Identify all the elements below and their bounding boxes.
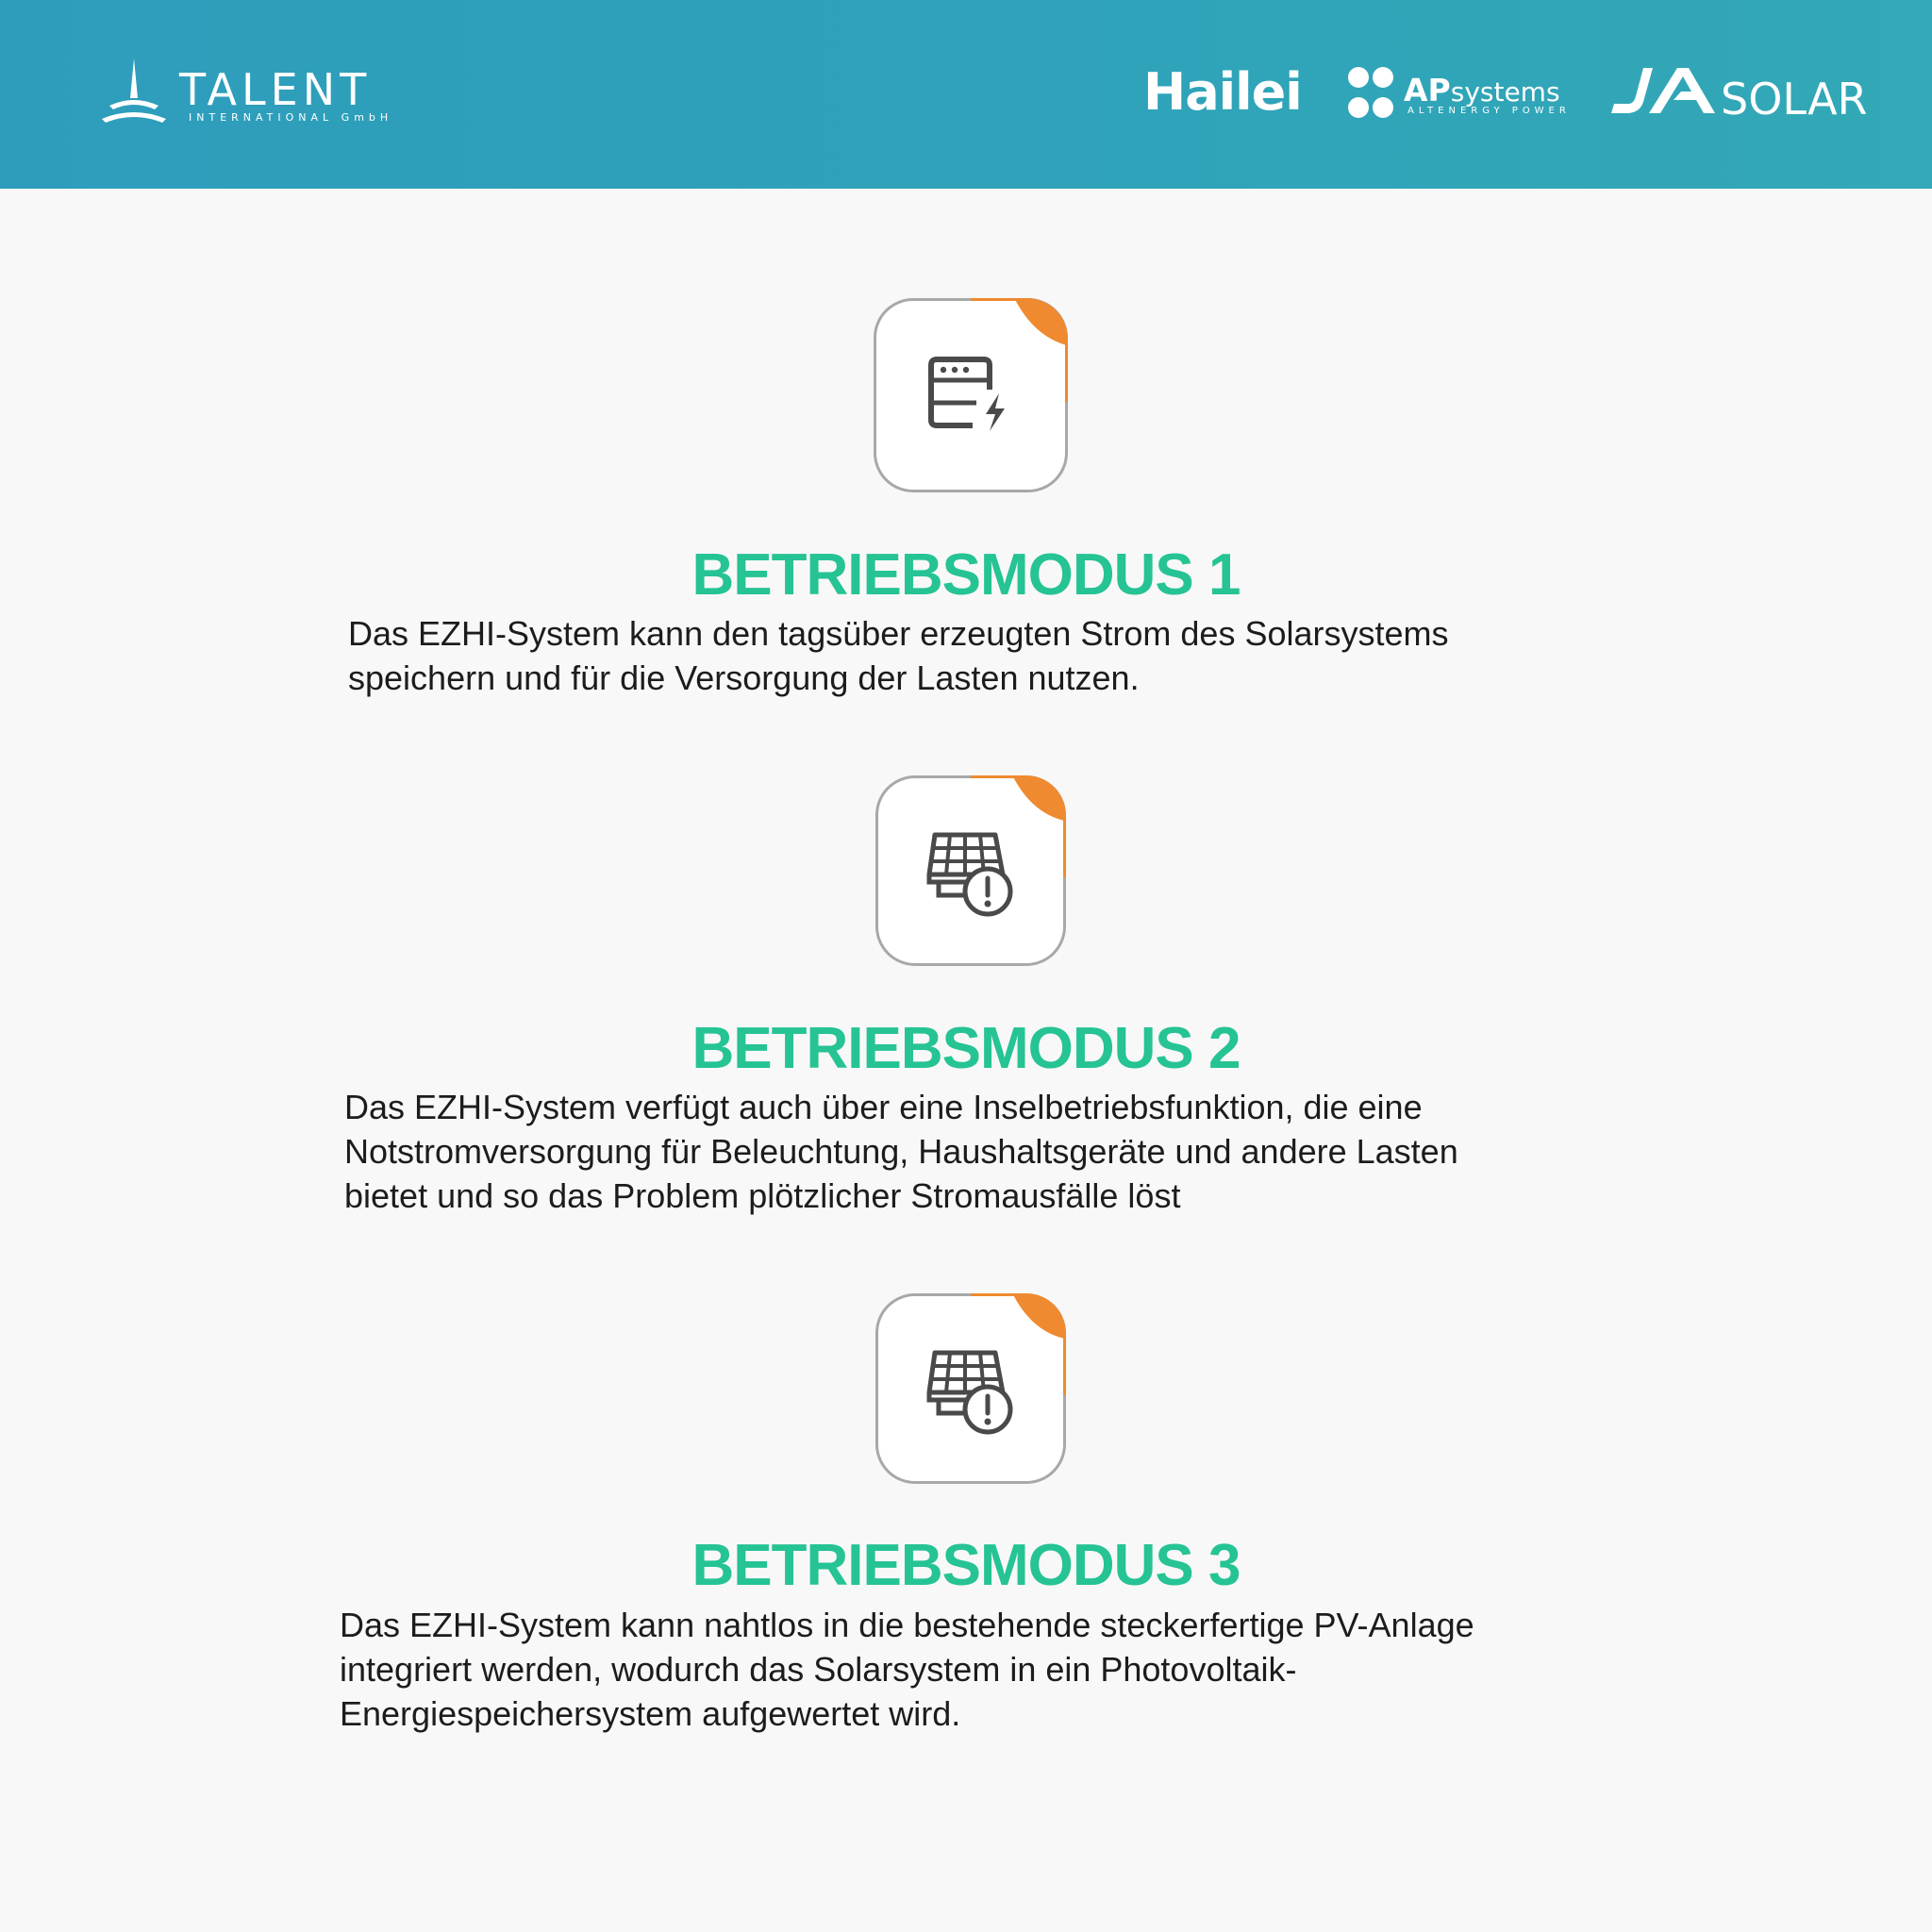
mode-1-icon-card	[874, 298, 1068, 492]
hailei-logo: Hailei	[1143, 62, 1302, 122]
mode-3-description	[340, 1603, 1474, 1736]
solar-panel-alert-icon	[920, 1340, 1024, 1443]
header-bar	[0, 0, 1932, 189]
talent-tower-icon	[100, 57, 168, 128]
mode-2-description	[344, 1085, 1458, 1218]
mode-3-line-3: Energiespeichersystem aufgewertet wird.	[340, 1694, 961, 1733]
mode-2-line-2: Notstromversorgung für Beleuchtung, Haushaltsgeräte und andere Lasten	[344, 1132, 1458, 1171]
mode-1-line-2: speichern und für die Versorgung der Lasten nutzen.	[348, 658, 1140, 697]
mode-1-line-1: Das EZHI-System kann den tagsüber erzeugten Strom des Solarsystems	[348, 614, 1449, 653]
jasolar-wordmark: SOLAR	[1721, 74, 1868, 125]
mode-3-title: BETRIEBSMODUS 3	[691, 1533, 1241, 1598]
jasolar-ja-mark	[1611, 66, 1717, 115]
mode-2-line-1: Das EZHI-System verfügt auch über eine Inselbetriebsfunktion, die eine	[344, 1088, 1423, 1126]
battery-storage-bolt-icon	[918, 342, 1022, 446]
apsystems-subtitle: ALTENERGY POWER	[1407, 106, 1571, 116]
mode-3-icon-card	[875, 1293, 1066, 1484]
mode-3-line-1: Das EZHI-System kann nahtlos in die bestehende steckerfertige PV-Anlage	[340, 1606, 1474, 1644]
jasolar-logo	[1611, 62, 1875, 128]
mode-2-line-3: bietet und so das Problem plötzlicher Stromausfälle löst	[344, 1176, 1181, 1215]
solar-panel-alert-icon	[920, 822, 1024, 925]
apsystems-wordmark: APsystems	[1404, 72, 1560, 108]
mode-1-description	[348, 611, 1449, 700]
talent-logo	[100, 57, 421, 132]
mode-1-title: BETRIEBSMODUS 1	[691, 542, 1241, 608]
mode-2-title: BETRIEBSMODUS 2	[691, 1016, 1241, 1081]
talent-subtitle: INTERNATIONAL GmbH	[189, 111, 393, 124]
mode-2-icon-card	[875, 775, 1066, 966]
apsystems-logo	[1341, 62, 1577, 125]
apsystems-symbol-icon	[1341, 64, 1400, 123]
mode-3-line-2: integriert werden, wodurch das Solarsystem in ein Photovoltaik-	[340, 1650, 1297, 1689]
talent-wordmark: TALENT	[179, 64, 372, 115]
